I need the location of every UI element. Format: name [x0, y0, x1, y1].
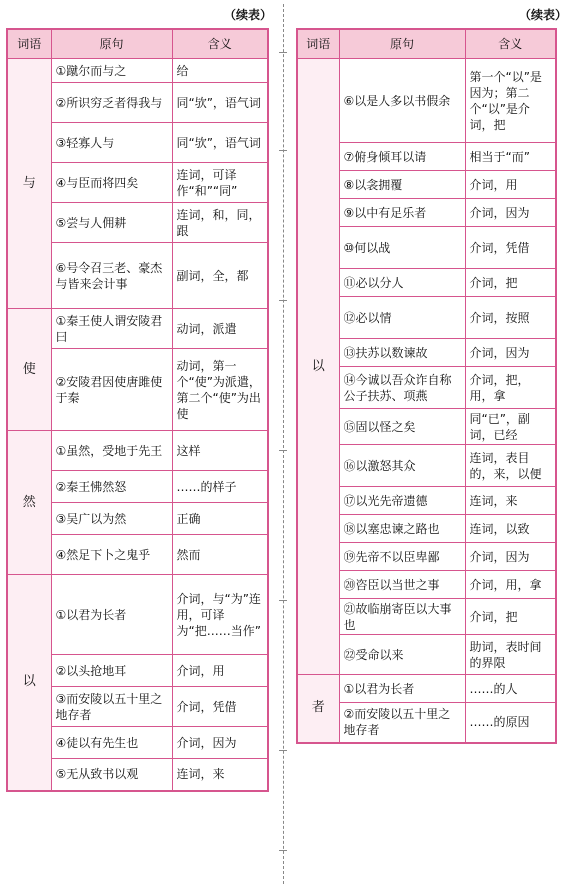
table-row — [7, 59, 268, 83]
meaning-cell: ……的样子 — [172, 471, 268, 503]
meaning-cell: 介词，把 — [465, 599, 556, 635]
original-sentence-cell: ②秦王怫然怒 — [51, 471, 172, 503]
original-sentence-cell: ⑯以激怒其众 — [339, 445, 465, 487]
divider-tick — [279, 150, 287, 151]
meaning-cell: 介词，因为 — [465, 339, 556, 367]
meaning-cell: 同“欤”，语气词 — [172, 123, 268, 163]
original-sentence-cell: ⑭今诚以吾众诈自称公子扶苏、项燕 — [339, 367, 465, 409]
original-sentence-cell: ①秦王使人谓安陵君曰 — [51, 309, 172, 349]
original-sentence-cell: ⑳咨臣以当世之事 — [339, 571, 465, 599]
meaning-cell: ……的人 — [465, 675, 556, 703]
original-sentence-cell: ⑰以光先帝遗德 — [339, 487, 465, 515]
original-sentence-cell: ⑧以衾拥覆 — [339, 171, 465, 199]
original-sentence-cell: ④然足下卜之鬼乎 — [51, 535, 172, 575]
word-cell: 以 — [297, 59, 339, 675]
meaning-cell: 介词，把，用，拿 — [465, 367, 556, 409]
original-sentence-cell: ⑩何以战 — [339, 227, 465, 269]
meaning-cell: 相当于“而” — [465, 143, 556, 171]
meaning-cell: 介词，用 — [465, 171, 556, 199]
divider-tick — [279, 52, 287, 53]
meaning-cell: 然而 — [172, 535, 268, 575]
meaning-cell: 助词，表时间的界限 — [465, 635, 556, 675]
word-cell: 然 — [7, 431, 51, 575]
divider-tick — [279, 300, 287, 301]
header-meaning: 含义 — [465, 29, 556, 59]
header-word: 词语 — [297, 29, 339, 59]
divider-tick — [279, 850, 287, 851]
meaning-cell: 介词，把 — [465, 269, 556, 297]
original-sentence-cell: ③而安陵以五十里之地存者 — [51, 687, 172, 727]
original-sentence-cell: ②而安陵以五十里之地存者 — [339, 703, 465, 743]
continued-label-right: （续表） — [519, 8, 568, 22]
meaning-cell: 连词，和，同，跟 — [172, 203, 268, 243]
meaning-cell: 给 — [172, 59, 268, 83]
word-cell: 与 — [7, 59, 51, 309]
meaning-cell: 连词，表目的，来，以便 — [465, 445, 556, 487]
left-table-body — [7, 59, 268, 791]
table-row — [7, 309, 268, 349]
meaning-cell: 介词，因为 — [465, 199, 556, 227]
meaning-cell: 正确 — [172, 503, 268, 535]
divider-tick — [279, 600, 287, 601]
meaning-cell: 介词，与“为”连用，可译为“把……当作” — [172, 575, 268, 655]
header-row — [7, 29, 268, 59]
meaning-cell: 动词，第一个“使”为派遣，第二个“使”为出使 — [172, 349, 268, 431]
meaning-cell: 介词，因为 — [172, 727, 268, 759]
table-row — [297, 675, 556, 703]
meaning-cell: 介词，用 — [172, 655, 268, 687]
original-sentence-cell: ①蹴尔而与之 — [51, 59, 172, 83]
meaning-cell: 动词，派遣 — [172, 309, 268, 349]
original-sentence-cell: ①以君为长者 — [51, 575, 172, 655]
meaning-cell: ……的原因 — [465, 703, 556, 743]
continued-label-left: （续表） — [224, 8, 273, 22]
meaning-cell: 介词，按照 — [465, 297, 556, 339]
original-sentence-cell: ⑦俯身倾耳以请 — [339, 143, 465, 171]
right-table-body — [297, 59, 556, 743]
original-sentence-cell: ⑥以是人多以书假余 — [339, 59, 465, 143]
header-word: 词语 — [7, 29, 51, 59]
original-sentence-cell: ⑫必以情 — [339, 297, 465, 339]
original-sentence-cell: ⑪必以分人 — [339, 269, 465, 297]
meaning-cell: 介词，用，拿 — [465, 571, 556, 599]
original-sentence-cell: ①以君为长者 — [339, 675, 465, 703]
meaning-cell: 介词，凭借 — [172, 687, 268, 727]
meaning-cell: 副词，全，都 — [172, 243, 268, 309]
original-sentence-cell: ㉑故临崩寄臣以大事也 — [339, 599, 465, 635]
original-sentence-cell: ⑤无从致书以观 — [51, 759, 172, 791]
word-cell: 使 — [7, 309, 51, 431]
vocab-table-right — [296, 28, 557, 744]
original-sentence-cell: ②安陵君因使唐雎使于秦 — [51, 349, 172, 431]
meaning-cell: 同“已”，副词，已经 — [465, 409, 556, 445]
divider-tick — [279, 450, 287, 451]
meaning-cell: 连词，以致 — [465, 515, 556, 543]
original-sentence-cell: ⑨以中有足乐者 — [339, 199, 465, 227]
column-divider — [283, 4, 284, 884]
header-original: 原句 — [51, 29, 172, 59]
original-sentence-cell: ⑱以塞忠谏之路也 — [339, 515, 465, 543]
original-sentence-cell: ③吴广以为然 — [51, 503, 172, 535]
original-sentence-cell: ③轻寡人与 — [51, 123, 172, 163]
divider-tick — [279, 750, 287, 751]
table-row — [7, 575, 268, 655]
original-sentence-cell: ⑮固以怪之矣 — [339, 409, 465, 445]
original-sentence-cell: ⑲先帝不以臣卑鄙 — [339, 543, 465, 571]
meaning-cell: 同“欤”，语气词 — [172, 83, 268, 123]
meaning-cell: 介词，因为 — [465, 543, 556, 571]
original-sentence-cell: ⑥号令召三老、豪杰与皆来会计事 — [51, 243, 172, 309]
header-meaning: 含义 — [172, 29, 268, 59]
meaning-cell: 连词，来 — [465, 487, 556, 515]
vocab-table-left — [6, 28, 269, 792]
original-sentence-cell: ⑤尝与人佣耕 — [51, 203, 172, 243]
meaning-cell: 连词，来 — [172, 759, 268, 791]
word-cell: 者 — [297, 675, 339, 743]
table-row — [7, 431, 268, 471]
meaning-cell: 这样 — [172, 431, 268, 471]
original-sentence-cell: ④徒以有先生也 — [51, 727, 172, 759]
original-sentence-cell: ②以头抢地耳 — [51, 655, 172, 687]
meaning-cell: 第一个“以”是因为；第二个“以”是介词，把 — [465, 59, 556, 143]
original-sentence-cell: ㉒受命以来 — [339, 635, 465, 675]
word-cell: 以 — [7, 575, 51, 791]
original-sentence-cell: ①虽然，受地于先王 — [51, 431, 172, 471]
meaning-cell: 连词，可译作“和”“同” — [172, 163, 268, 203]
table-row — [297, 59, 556, 143]
header-original: 原句 — [339, 29, 465, 59]
header-row — [297, 29, 556, 59]
meaning-cell: 介词，凭借 — [465, 227, 556, 269]
original-sentence-cell: ④与臣而将四矣 — [51, 163, 172, 203]
original-sentence-cell: ②所识穷乏者得我与 — [51, 83, 172, 123]
original-sentence-cell: ⑬扶苏以数谏故 — [339, 339, 465, 367]
